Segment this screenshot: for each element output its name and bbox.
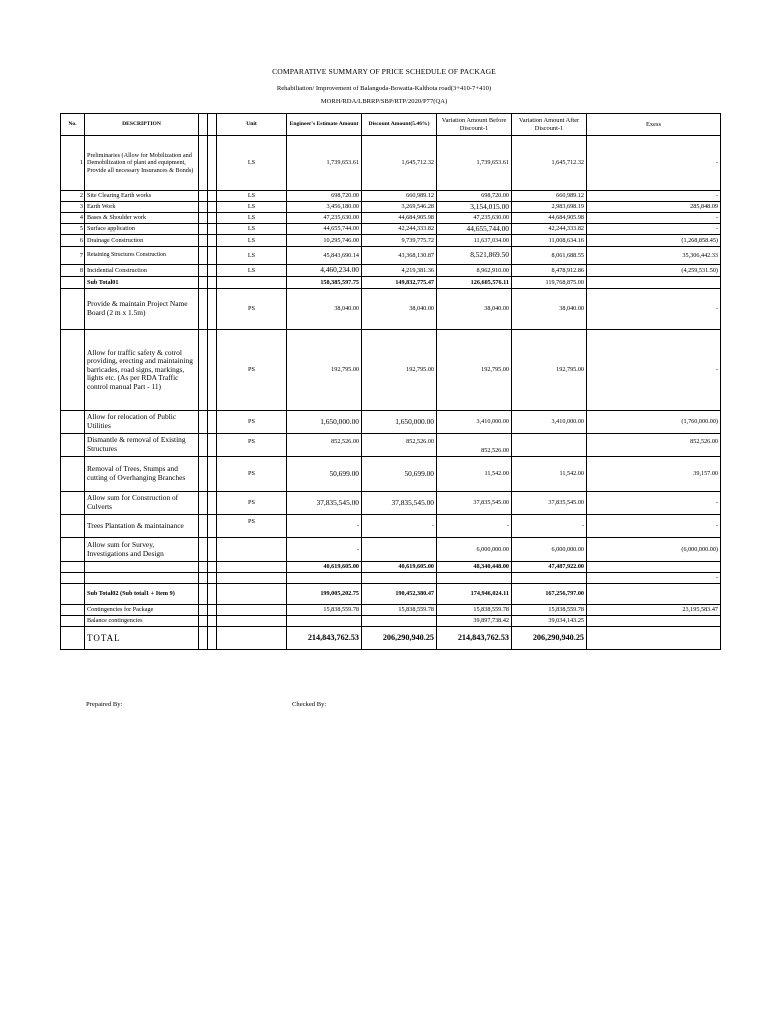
items-total-variation-before: 48,340,448.00 <box>437 562 512 573</box>
item-variation-after: 6,000,000.00 <box>512 538 587 562</box>
subtotal2-variation-before: 174,946,024.11 <box>437 584 512 605</box>
row-unit: LS <box>217 247 287 265</box>
subtotal2-label: Sub Total02 (Sub total1 + Item 9) <box>85 584 199 605</box>
row-variation-before: 47,235,630.00 <box>437 213 512 224</box>
item-variation-after <box>512 434 587 457</box>
row-variation-before: 11,637,034.00 <box>437 235 512 247</box>
item-unit: PS <box>217 515 287 538</box>
row-discount: 3,269,546.28 <box>362 202 437 213</box>
item-variation-before: 3,410,000.00 <box>437 411 512 434</box>
header-discount: Discount Amount(5.46%) <box>362 114 437 136</box>
row-variation-after: 42,244,333.82 <box>512 224 587 235</box>
item-estimate: 1,650,000.00 <box>287 411 362 434</box>
item-estimate: 192,795.00 <box>287 330 362 411</box>
row-discount: 42,244,333.82 <box>362 224 437 235</box>
row-no: 8 <box>61 265 85 277</box>
row-estimate: 47,235,630.00 <box>287 213 362 224</box>
row-variation-after: 8,061,688.55 <box>512 247 587 265</box>
item-variation-before: 37,835,545.00 <box>437 492 512 515</box>
table-row <box>61 515 721 538</box>
header-estimate: Engineer's Estimate Amount <box>287 114 362 136</box>
header-variation-before: Variation Amount Before Discount-1 <box>437 114 512 136</box>
row-estimate: 3,456,180.00 <box>287 202 362 213</box>
item-estimate: 37,835,545.00 <box>287 492 362 515</box>
item-discount: - <box>362 515 437 538</box>
row-no: 1 <box>61 136 85 191</box>
items-total-variation-after: 47,487,922.00 <box>512 562 587 573</box>
header-excess: Exess <box>587 114 721 136</box>
row-no: 6 <box>61 235 85 247</box>
item-unit <box>217 538 287 562</box>
row-no: 4 <box>61 213 85 224</box>
item-discount: 192,795.00 <box>362 330 437 411</box>
row-unit: LS <box>217 202 287 213</box>
row-discount: 43,368,130.87 <box>362 247 437 265</box>
table-row <box>61 434 721 457</box>
subtotal2-discount: 190,452,380.47 <box>362 584 437 605</box>
balance-row <box>61 616 721 627</box>
contingencies-row <box>61 605 721 616</box>
row-variation-after: 11,008,634.16 <box>512 235 587 247</box>
subtotal1-variation-after: 119,768,875.00 <box>512 277 587 289</box>
header-variation-after: Variation Amount After Discount-1 <box>512 114 587 136</box>
prepared-by-label: Prepaired By: <box>86 701 123 708</box>
header-no: No. <box>61 114 85 136</box>
row-excess: - <box>587 191 721 202</box>
row-excess: 35,306,442.33 <box>587 247 721 265</box>
items-total-discount: 40,619,605.00 <box>362 562 437 573</box>
project-subtitle: Rehabiliation/ Improvement of Balangoda-Bowatta-Kalthota road(3+410-7+410) <box>276 85 492 92</box>
project-reference: MORH/RDA/LBRRP/SBP/RTP/2020/P77(QA) <box>320 98 448 105</box>
row-excess: (4,259,531.50) <box>587 265 721 277</box>
item-variation-before: 11,542.00 <box>437 457 512 492</box>
total-variation-after: 206,290,940.25 <box>512 627 587 650</box>
table-row <box>61 492 721 515</box>
row-description: Bases & Shoulder work <box>85 213 199 224</box>
table-row <box>61 411 721 434</box>
table-row <box>61 224 721 235</box>
balance-variation-after: 39,034,143.25 <box>512 616 587 627</box>
item-excess: 39,157.00 <box>587 457 721 492</box>
subtotal1-estimate: 158,385,597.75 <box>287 277 362 289</box>
blank-row <box>61 573 721 584</box>
row-description: Incidential Construction <box>85 265 199 277</box>
item-unit: PS <box>217 457 287 492</box>
item-excess: - <box>587 289 721 330</box>
item-unit: PS <box>217 289 287 330</box>
table-row <box>61 191 721 202</box>
item-variation-before: - <box>437 515 512 538</box>
row-excess: (1,268,858.45) <box>587 235 721 247</box>
row-excess: - <box>587 213 721 224</box>
item-description: Allow for traffic safety & cotrol providing, erecting and maintaining barricades, road signs, markings, lights etc. (As per RDA Traffic control manual Part - 11) <box>85 330 199 411</box>
subtotal2-estimate: 199,005,202.75 <box>287 584 362 605</box>
item-variation-before: 852,526.00 <box>437 434 512 457</box>
item-unit: PS <box>217 492 287 515</box>
total-row <box>61 627 721 650</box>
row-variation-before: 3,154,015.00 <box>437 202 512 213</box>
table-row <box>61 538 721 562</box>
table-row <box>61 265 721 277</box>
balance-label: Balance contingencies <box>85 616 199 627</box>
item-description: Provide & maintain Project Name Board (2 m x 1.5m) <box>85 289 199 330</box>
row-discount: 4,219,381.36 <box>362 265 437 277</box>
total-label: TOTAL <box>85 627 199 650</box>
row-unit: LS <box>217 191 287 202</box>
row-estimate: 698,720.00 <box>287 191 362 202</box>
row-variation-before: 8,521,869.50 <box>437 247 512 265</box>
contingencies-excess: 23,195,583.47 <box>587 605 721 616</box>
row-variation-after: 2,983,698.19 <box>512 202 587 213</box>
row-description: Site Clearing Earth works <box>85 191 199 202</box>
item-excess: - <box>587 492 721 515</box>
item-excess: 852,526.00 <box>587 434 721 457</box>
item-excess: - <box>587 330 721 411</box>
item-variation-after: 37,835,545.00 <box>512 492 587 515</box>
table-row <box>61 235 721 247</box>
item-estimate: - <box>287 515 362 538</box>
balance-variation-before: 39,897,738.42 <box>437 616 512 627</box>
row-estimate: 10,295,746.00 <box>287 235 362 247</box>
item-discount: 37,835,545.00 <box>362 492 437 515</box>
table-row <box>61 202 721 213</box>
item-description: Allow for relocation of Public Utilities <box>85 411 199 434</box>
row-no: 7 <box>61 247 85 265</box>
row-discount: 9,739,775.72 <box>362 235 437 247</box>
header-description: DESCRIPTION <box>85 114 199 136</box>
item-estimate: 852,526.00 <box>287 434 362 457</box>
items-total-row <box>61 562 721 573</box>
row-estimate: 44,655,744.00 <box>287 224 362 235</box>
item-estimate: 50,699.00 <box>287 457 362 492</box>
table-row <box>61 136 721 191</box>
item-discount <box>362 538 437 562</box>
item-unit: PS <box>217 330 287 411</box>
item-unit: PS <box>217 411 287 434</box>
item-discount: 38,040.00 <box>362 289 437 330</box>
table-row <box>61 330 721 411</box>
subtotal1-label: Sub Total01 <box>85 277 199 289</box>
row-variation-before: 44,655,744.00 <box>437 224 512 235</box>
row-variation-before: 1,739,653.61 <box>437 136 512 191</box>
row-estimate: 4,460,234.00 <box>287 265 362 277</box>
header-unit: Unit <box>217 114 287 136</box>
subtotal2-row <box>61 584 721 605</box>
item-variation-after: 38,040.00 <box>512 289 587 330</box>
item-excess: - <box>587 515 721 538</box>
row-discount: 1,645,712.32 <box>362 136 437 191</box>
item-description: Trees Plantation & maintainance <box>85 515 199 538</box>
row-no: 3 <box>61 202 85 213</box>
row-variation-after: 8,478,912.86 <box>512 265 587 277</box>
item-description: Removal of Trees, Stumps and cutting of Overhanging Branches <box>85 457 199 492</box>
row-description: Earth Work <box>85 202 199 213</box>
item-discount: 852,526.00 <box>362 434 437 457</box>
row-variation-after: 1,645,712.32 <box>512 136 587 191</box>
item-variation-before: 38,040.00 <box>437 289 512 330</box>
row-excess: - <box>587 224 721 235</box>
blank-excess: - <box>587 573 721 584</box>
row-unit: LS <box>217 213 287 224</box>
item-discount: 1,650,000.00 <box>362 411 437 434</box>
subtotal1-row <box>61 277 721 289</box>
row-unit: LS <box>217 224 287 235</box>
row-unit: LS <box>217 235 287 247</box>
row-excess: 285,848.09 <box>587 202 721 213</box>
item-excess: (6,000,000.00) <box>587 538 721 562</box>
item-variation-before: 6,000,000.00 <box>437 538 512 562</box>
total-discount: 206,290,940.25 <box>362 627 437 650</box>
checked-by-label: Checked By: <box>292 701 327 708</box>
table-row <box>61 247 721 265</box>
contingencies-estimate: 15,838,559.78 <box>287 605 362 616</box>
item-description: Allow sum for Construction of Culverts <box>85 492 199 515</box>
row-variation-before: 698,720.00 <box>437 191 512 202</box>
table-row <box>61 457 721 492</box>
row-estimate: 1,739,653.61 <box>287 136 362 191</box>
item-excess: (1,760,000.00) <box>587 411 721 434</box>
row-description: Surface application <box>85 224 199 235</box>
row-description: Preliminaries (Allow for Mobilization and Demobilization of plant and equipment, Provide all necessary Insurances & Bonds) <box>85 136 199 191</box>
item-description: Dismantle & removal of Existing Structures <box>85 434 199 457</box>
table-row <box>61 213 721 224</box>
subtotal2-variation-after: 167,256,797.00 <box>512 584 587 605</box>
total-estimate: 214,843,762.53 <box>287 627 362 650</box>
document-title: COMPARATIVE SUMMARY OF PRICE SCHEDULE OF PACKAGE <box>272 67 496 76</box>
row-estimate: 45,843,690.14 <box>287 247 362 265</box>
row-discount: 660,989.12 <box>362 191 437 202</box>
price-schedule-table <box>60 113 721 650</box>
item-unit: PS <box>217 434 287 457</box>
row-no: 5 <box>61 224 85 235</box>
row-variation-after: 44,684,905.98 <box>512 213 587 224</box>
total-variation-before: 214,843,762.53 <box>437 627 512 650</box>
row-variation-before: 8,962,910.00 <box>437 265 512 277</box>
row-description: Drainage Construction <box>85 235 199 247</box>
item-variation-after: 11,542.00 <box>512 457 587 492</box>
item-estimate: 38,040.00 <box>287 289 362 330</box>
row-no: 2 <box>61 191 85 202</box>
item-description: Allow sum for Survey, Investigations and Design <box>85 538 199 562</box>
row-unit: LS <box>217 265 287 277</box>
row-description: Retaining Structures Construction <box>85 247 199 265</box>
item-variation-after: 3,410,000.00 <box>512 411 587 434</box>
row-discount: 44,684,905.98 <box>362 213 437 224</box>
row-excess: - <box>587 136 721 191</box>
table-row <box>61 289 721 330</box>
subtotal1-discount: 149,832,775.47 <box>362 277 437 289</box>
item-variation-after: 192,795.00 <box>512 330 587 411</box>
item-variation-after: - <box>512 515 587 538</box>
header-row <box>61 114 721 136</box>
item-variation-before: 192,795.00 <box>437 330 512 411</box>
contingencies-variation-before: 15,838,559.78 <box>437 605 512 616</box>
row-variation-after: 660,989.12 <box>512 191 587 202</box>
row-unit: LS <box>217 136 287 191</box>
contingencies-discount: 15,838,559.78 <box>362 605 437 616</box>
item-estimate: - <box>287 538 362 562</box>
contingencies-variation-after: 15,838,559.78 <box>512 605 587 616</box>
item-discount: 50,699.00 <box>362 457 437 492</box>
subtotal1-variation-before: 126,605,576.11 <box>437 277 512 289</box>
items-total-estimate: 40,619,605.00 <box>287 562 362 573</box>
contingencies-label: Contingencies for Package <box>85 605 199 616</box>
